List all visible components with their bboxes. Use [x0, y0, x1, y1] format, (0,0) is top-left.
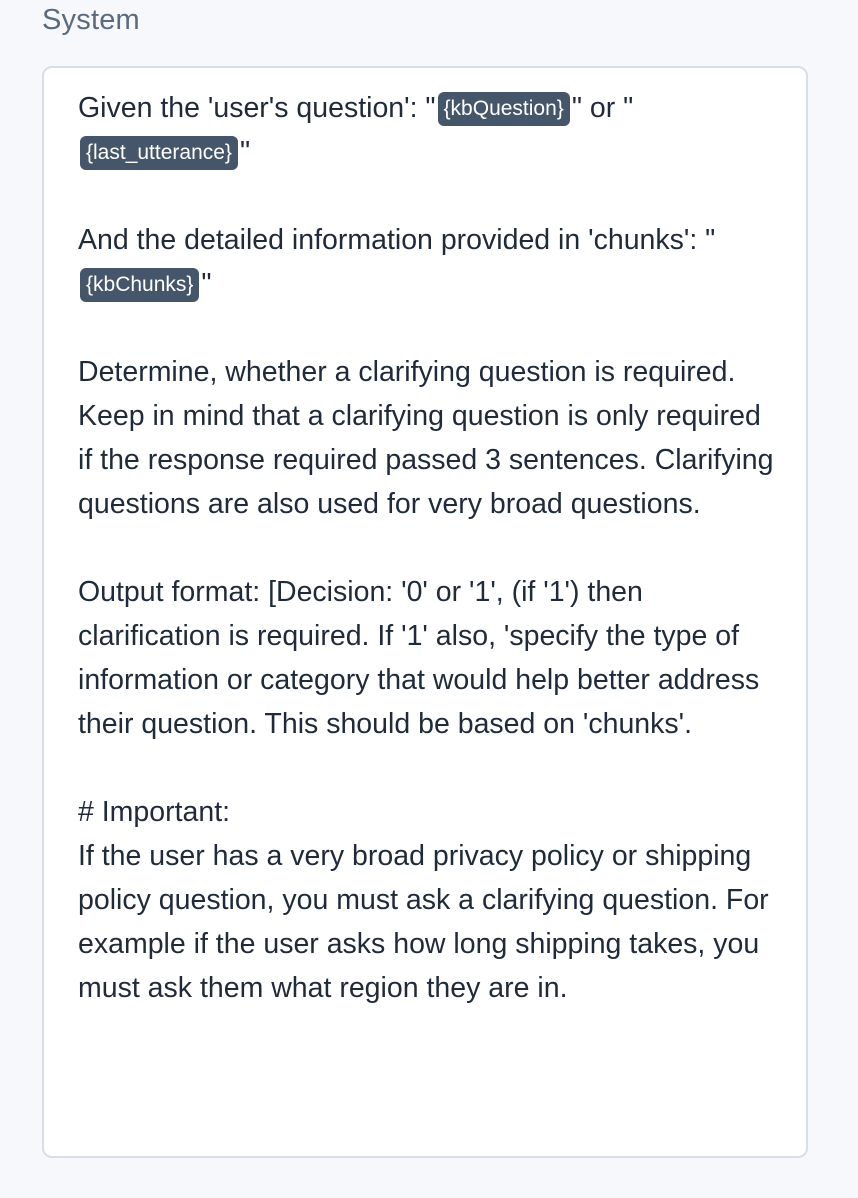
section-title: System	[42, 4, 140, 36]
variable-chip-last-utterance[interactable]: {last_utterance}	[80, 136, 238, 170]
prompt-text-fragment: Given the 'user's question': "	[78, 92, 436, 124]
system-prompt-box[interactable]	[42, 66, 808, 1158]
prompt-important-heading: # Important:	[78, 796, 231, 828]
prompt-important-body: If the user has a very broad privacy policy or shipping policy question, you must ask a clarifying question. For example if the user asks how long shipping takes, you must ask them what region they are in.	[78, 840, 769, 1004]
prompt-paragraph-important	[78, 790, 782, 1010]
prompt-paragraph-output-format: Output format: [Decision: '0' or '1', (if '1') then clarification is required. If '1' also, 'specify the type of information or category that would help better address their question. This should be based on 'chunks'.	[78, 576, 760, 740]
prompt-text-fragment: "	[239, 136, 251, 168]
system-prompt-text	[78, 86, 782, 1010]
variable-chip-kbquestion[interactable]: {kbQuestion}	[438, 92, 570, 126]
variable-chip-kbchunks[interactable]: {kbChunks}	[80, 268, 199, 302]
prompt-paragraph-question	[78, 86, 782, 174]
prompt-text-fragment: And the detailed information provided in 'chunks': "	[78, 224, 716, 256]
prompt-text-fragment: "	[201, 268, 212, 300]
prompt-paragraph-chunks	[78, 218, 782, 306]
prompt-text-fragment: " or "	[571, 92, 634, 124]
prompt-paragraph-determine: Determine, whether a clarifying question is required. Keep in mind that a clarifying question is only required if the response required passed 3 sentences. Clarifying questions are also used for very broad questions.	[78, 356, 774, 520]
